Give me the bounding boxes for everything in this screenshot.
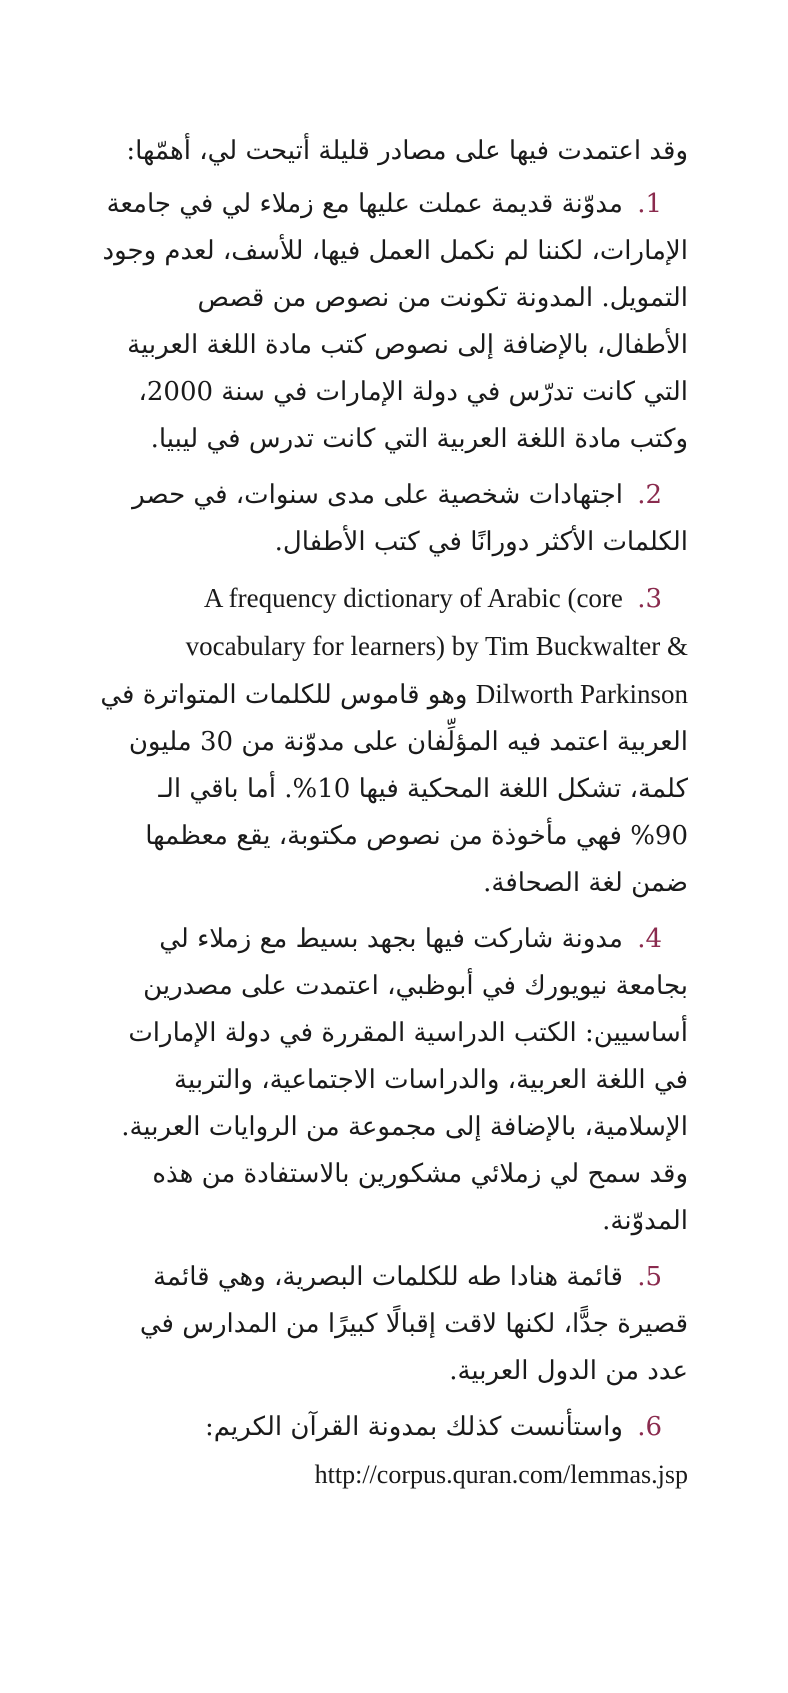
quran-corpus-link[interactable]: http://corpus.quran.com/lemmas.jsp [314,1460,688,1489]
item-text: واستأنست كذلك بمدونة القرآن الكريم: [204,1412,623,1442]
item-number: 2. [637,480,662,510]
item-number: 1. [637,189,662,219]
item-text: قائمة هنادا طه للكلمات البصرية، وهي قائمة قصيرة جدًّا، لكنها لاقت إقبالًا كبيرًا من المدارس في عدد من الدول العربية. [139,1262,688,1386]
list-item [100,181,688,463]
list-item [100,1254,688,1395]
item-english-title: A frequency dictionary of Arabic (core vocabulary for learners) by Tim Buckwalter & Dilworth Parkinson [185,583,688,709]
item-text: اجتهادات شخصية على مدى سنوات، في حصر الكلمات الأكثر دورانًا في كتب الأطفال. [132,480,688,557]
intro-paragraph: وقد اعتمدت فيها على مصادر قليلة أتيحت لي، أهمّها: [126,136,688,166]
item-text: وهو قاموس للكلمات المتواترة في العربية اعتمد فيه المؤلِّفان على مدوّنة من 30 مليون كلمة، تشكل اللغة المحكية فيها 10%. أما باقي الـ 90% فهي مأخوذة من نصوص مكتوبة، يقع معظمها ضمن لغة الصحافة. [100,680,688,898]
item-number: 6. [637,1412,662,1442]
item-number: 5. [637,1262,662,1292]
item-text: مدونة شاركت فيها بجهد بسيط مع زملاء لي بجامعة نيويورك في أبوظبي، اعتمدت على مصدرين أساسيين: الكتب الدراسية المقررة في دولة الإمارات في اللغة العربية، والدراسات الاجتماعية، والتربية الإسلامية، بالإضافة إلى مجموعة من الروايات العربية. وقد سمح لي زملائي مشكورين بالاستفادة من هذه المدوّنة. [121,924,688,1236]
list-item [100,575,688,907]
document-page [100,128,688,1508]
item-number: 3. [637,584,662,614]
list-item [100,1404,688,1499]
list-item [100,916,688,1245]
list-item [100,472,688,566]
item-number: 4. [637,924,662,954]
item-text: مدوّنة قديمة عملت عليها مع زملاء لي في جامعة الإمارات، لكننا لم نكمل العمل فيها، للأسف، لعدم وجود التمويل. المدونة تكونت من نصوص من قصص الأطفال، بالإضافة إلى نصوص كتب مادة اللغة العربية التي كانت تدرّس في دولة الإمارات في سنة 2000، وكتب مادة اللغة العربية التي كانت تدرس في ليبيا. [102,189,688,454]
